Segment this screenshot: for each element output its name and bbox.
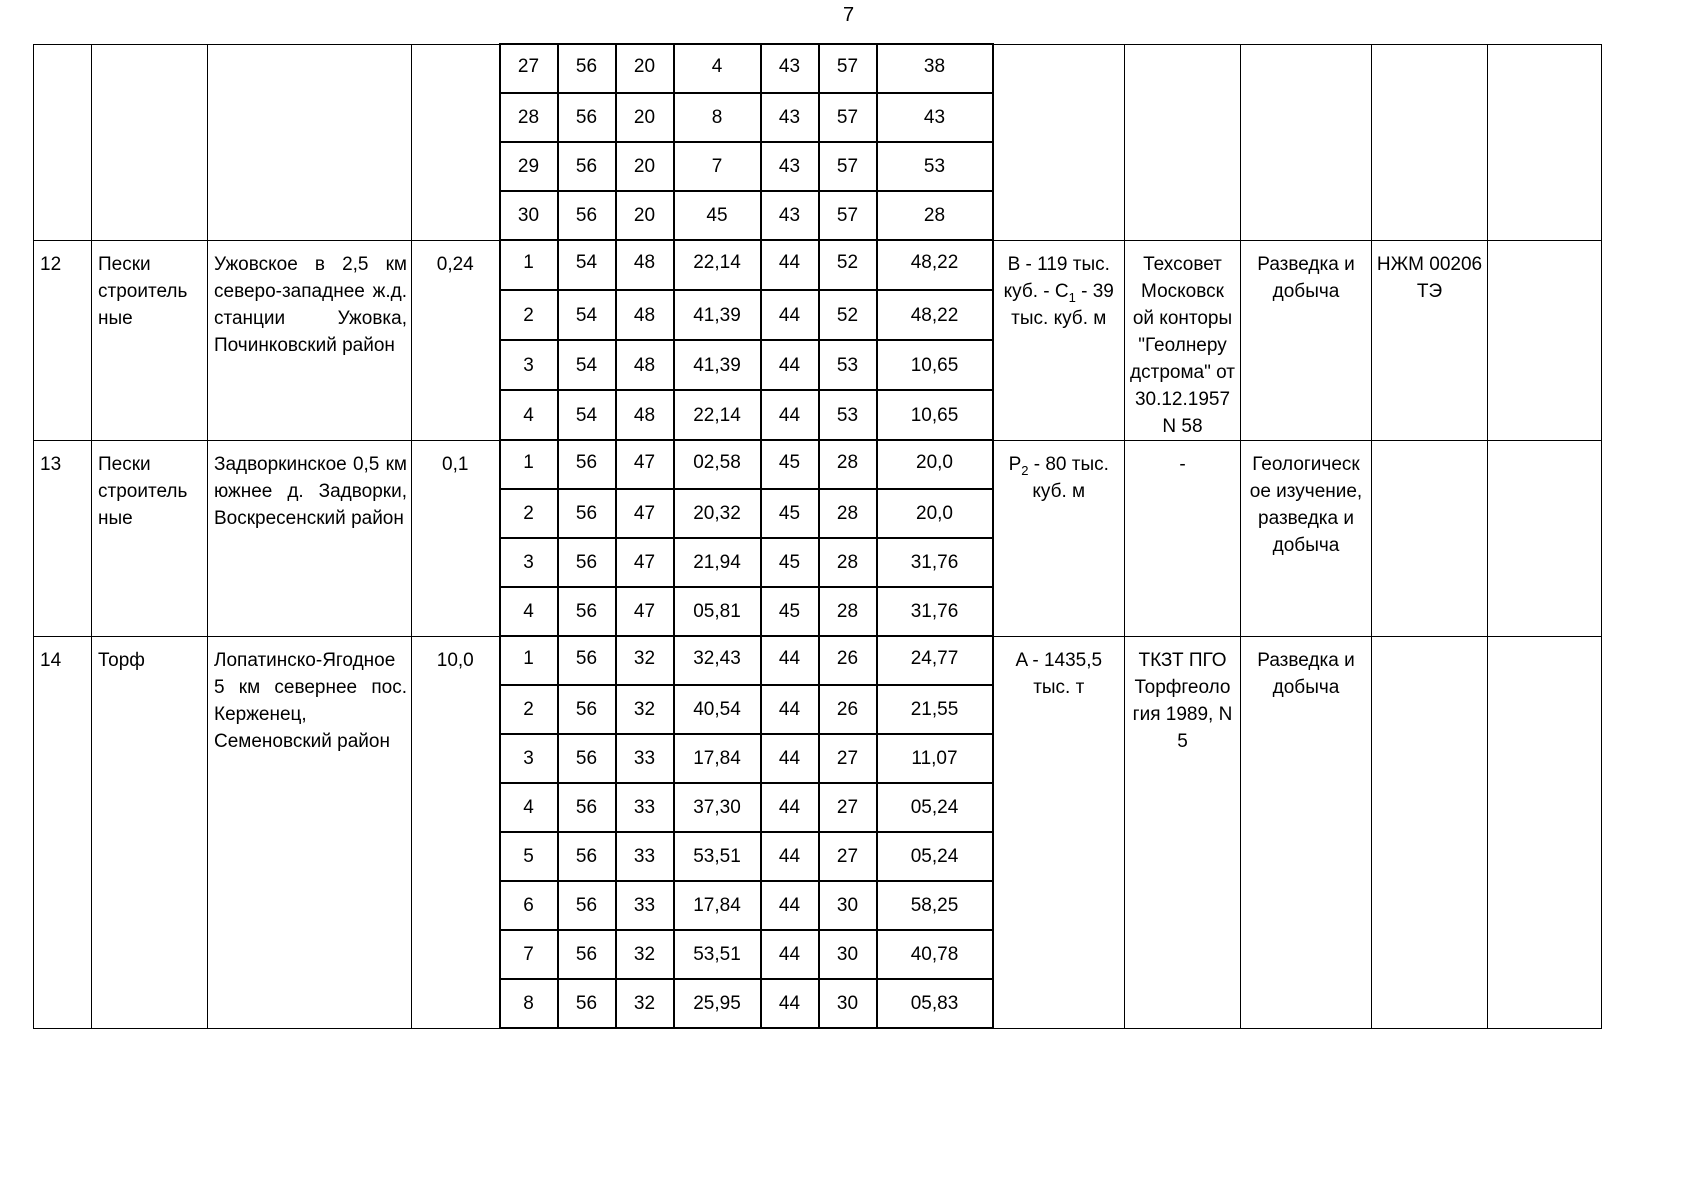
lon-minutes: 26 bbox=[819, 685, 877, 734]
note-cell bbox=[1488, 636, 1602, 1028]
point-number: 30 bbox=[500, 191, 558, 240]
point-number: 3 bbox=[500, 340, 558, 390]
lon-seconds: 20,0 bbox=[877, 489, 993, 538]
area-value: 0,24 bbox=[412, 240, 500, 440]
point-number: 2 bbox=[500, 290, 558, 340]
reserves-subscript: 2 bbox=[1021, 462, 1029, 478]
lon-minutes: 57 bbox=[819, 142, 877, 191]
lon-seconds: 58,25 bbox=[877, 881, 993, 930]
lon-seconds: 24,77 bbox=[877, 636, 993, 685]
lat-minutes: 47 bbox=[616, 587, 674, 636]
note-cell bbox=[1488, 44, 1602, 240]
point-number: 4 bbox=[500, 587, 558, 636]
lat-degrees: 56 bbox=[558, 440, 616, 489]
lon-degrees: 43 bbox=[761, 191, 819, 240]
lon-seconds: 05,24 bbox=[877, 832, 993, 881]
lat-degrees: 56 bbox=[558, 93, 616, 142]
lon-degrees: 44 bbox=[761, 240, 819, 290]
approval-document: ТКЗТ ПГО Торфгеоло гия 1989, N 5 bbox=[1125, 636, 1241, 1028]
lon-degrees: 45 bbox=[761, 440, 819, 489]
lon-seconds: 43 bbox=[877, 93, 993, 142]
reserves-text-tail: - 39 тыс. куб. м bbox=[1011, 280, 1120, 329]
lat-seconds: 45 bbox=[674, 191, 761, 240]
lat-degrees: 56 bbox=[558, 44, 616, 93]
lon-minutes: 28 bbox=[819, 440, 877, 489]
point-number: 2 bbox=[500, 685, 558, 734]
lat-minutes: 33 bbox=[616, 832, 674, 881]
lat-minutes: 48 bbox=[616, 290, 674, 340]
lat-minutes: 32 bbox=[616, 685, 674, 734]
point-number: 7 bbox=[500, 930, 558, 979]
lon-minutes: 30 bbox=[819, 930, 877, 979]
lon-seconds: 10,65 bbox=[877, 340, 993, 390]
use-type: Разведка и добыча bbox=[1241, 240, 1372, 440]
point-number: 4 bbox=[500, 783, 558, 832]
lon-minutes: 57 bbox=[819, 93, 877, 142]
use-type bbox=[1241, 44, 1372, 240]
lat-seconds: 17,84 bbox=[674, 734, 761, 783]
point-number: 1 bbox=[500, 636, 558, 685]
approval-document: - bbox=[1125, 440, 1241, 636]
lat-minutes: 33 bbox=[616, 783, 674, 832]
lat-seconds: 8 bbox=[674, 93, 761, 142]
row-number: 13 bbox=[34, 440, 92, 636]
reserves-category bbox=[993, 44, 1125, 240]
lat-minutes: 47 bbox=[616, 440, 674, 489]
point-number: 1 bbox=[500, 440, 558, 489]
lon-degrees: 44 bbox=[761, 783, 819, 832]
lon-degrees: 43 bbox=[761, 93, 819, 142]
lon-seconds: 40,78 bbox=[877, 930, 993, 979]
lat-degrees: 54 bbox=[558, 340, 616, 390]
deposit-location: Задворкинское 0,5 км южнее д. Задворки, Воскресенский район bbox=[208, 440, 412, 636]
lat-seconds: 22,14 bbox=[674, 240, 761, 290]
lon-seconds: 31,76 bbox=[877, 587, 993, 636]
lon-seconds: 48,22 bbox=[877, 240, 993, 290]
lon-seconds: 53 bbox=[877, 142, 993, 191]
approval-document: Техсовет Московск ой конторы "Геолнеру дстрома" от 30.12.1957 N 58 bbox=[1125, 240, 1241, 440]
use-type: Разведка и добыча bbox=[1241, 636, 1372, 1028]
lat-degrees: 56 bbox=[558, 538, 616, 587]
point-number: 29 bbox=[500, 142, 558, 191]
lat-minutes: 20 bbox=[616, 44, 674, 93]
table-row bbox=[34, 636, 1602, 685]
lon-seconds: 11,07 bbox=[877, 734, 993, 783]
reserves-subscript: 1 bbox=[1068, 289, 1076, 305]
point-number: 27 bbox=[500, 44, 558, 93]
lat-minutes: 32 bbox=[616, 979, 674, 1028]
reserves-text: B - 119 тыс. куб. - C bbox=[1003, 253, 1110, 302]
lat-degrees: 54 bbox=[558, 390, 616, 440]
lon-degrees: 43 bbox=[761, 44, 819, 93]
reserves-text-tail: - 80 тыс. куб. м bbox=[1028, 453, 1115, 502]
mineral-name: Торф bbox=[92, 636, 208, 1028]
point-number: 3 bbox=[500, 538, 558, 587]
lat-seconds: 4 bbox=[674, 44, 761, 93]
lat-seconds: 37,30 bbox=[674, 783, 761, 832]
lon-degrees: 44 bbox=[761, 930, 819, 979]
deposit-location bbox=[208, 44, 412, 240]
area-value: 0,1 bbox=[412, 440, 500, 636]
lat-degrees: 56 bbox=[558, 636, 616, 685]
lat-seconds: 40,54 bbox=[674, 685, 761, 734]
area-value bbox=[412, 44, 500, 240]
point-number: 8 bbox=[500, 979, 558, 1028]
lat-minutes: 48 bbox=[616, 240, 674, 290]
license-number bbox=[1372, 440, 1488, 636]
lat-seconds: 41,39 bbox=[674, 340, 761, 390]
use-type: Геологическ ое изучение, разведка и добыча bbox=[1241, 440, 1372, 636]
reserves-category bbox=[993, 636, 1125, 1028]
lat-degrees: 56 bbox=[558, 685, 616, 734]
lat-seconds: 41,39 bbox=[674, 290, 761, 340]
lat-degrees: 56 bbox=[558, 734, 616, 783]
lon-minutes: 53 bbox=[819, 390, 877, 440]
lon-minutes: 57 bbox=[819, 191, 877, 240]
mineral-name: Пески строитель ные bbox=[92, 240, 208, 440]
lon-degrees: 44 bbox=[761, 881, 819, 930]
lat-seconds: 20,32 bbox=[674, 489, 761, 538]
lat-seconds: 32,43 bbox=[674, 636, 761, 685]
lon-seconds: 48,22 bbox=[877, 290, 993, 340]
lon-minutes: 30 bbox=[819, 979, 877, 1028]
row-number: 12 bbox=[34, 240, 92, 440]
lat-degrees: 56 bbox=[558, 832, 616, 881]
lon-seconds: 05,83 bbox=[877, 979, 993, 1028]
lon-degrees: 45 bbox=[761, 538, 819, 587]
lon-minutes: 57 bbox=[819, 44, 877, 93]
lon-degrees: 44 bbox=[761, 390, 819, 440]
point-number: 5 bbox=[500, 832, 558, 881]
lat-seconds: 25,95 bbox=[674, 979, 761, 1028]
lat-minutes: 20 bbox=[616, 93, 674, 142]
lat-degrees: 54 bbox=[558, 290, 616, 340]
lat-minutes: 48 bbox=[616, 340, 674, 390]
page-number: 7 bbox=[842, 4, 855, 26]
lon-seconds: 28 bbox=[877, 191, 993, 240]
lon-degrees: 43 bbox=[761, 142, 819, 191]
lon-minutes: 52 bbox=[819, 290, 877, 340]
lon-seconds: 10,65 bbox=[877, 390, 993, 440]
point-number: 2 bbox=[500, 489, 558, 538]
lat-minutes: 32 bbox=[616, 930, 674, 979]
note-cell bbox=[1488, 440, 1602, 636]
row-number: 14 bbox=[34, 636, 92, 1028]
deposits-table bbox=[33, 43, 1602, 1029]
lon-seconds: 05,24 bbox=[877, 783, 993, 832]
lon-degrees: 44 bbox=[761, 685, 819, 734]
lat-degrees: 56 bbox=[558, 881, 616, 930]
row-number bbox=[34, 44, 92, 240]
lat-minutes: 47 bbox=[616, 538, 674, 587]
lat-degrees: 56 bbox=[558, 783, 616, 832]
lat-degrees: 54 bbox=[558, 240, 616, 290]
mineral-name bbox=[92, 44, 208, 240]
table-row bbox=[34, 440, 1602, 489]
point-number: 3 bbox=[500, 734, 558, 783]
note-cell bbox=[1488, 240, 1602, 440]
lat-degrees: 56 bbox=[558, 191, 616, 240]
lat-seconds: 7 bbox=[674, 142, 761, 191]
lon-degrees: 44 bbox=[761, 290, 819, 340]
lon-degrees: 45 bbox=[761, 489, 819, 538]
table-row bbox=[34, 44, 1602, 93]
lat-minutes: 20 bbox=[616, 142, 674, 191]
point-number: 6 bbox=[500, 881, 558, 930]
lat-minutes: 33 bbox=[616, 734, 674, 783]
point-number: 4 bbox=[500, 390, 558, 440]
lon-seconds: 31,76 bbox=[877, 538, 993, 587]
lon-degrees: 44 bbox=[761, 832, 819, 881]
lat-degrees: 56 bbox=[558, 587, 616, 636]
lon-minutes: 27 bbox=[819, 734, 877, 783]
lon-minutes: 30 bbox=[819, 881, 877, 930]
license-number: НЖМ 00206 ТЭ bbox=[1372, 240, 1488, 440]
lon-seconds: 38 bbox=[877, 44, 993, 93]
lon-minutes: 27 bbox=[819, 783, 877, 832]
deposit-location: Ужовское в 2,5 км северо-западнее ж.д. станции Ужовка, Починковский район bbox=[208, 240, 412, 440]
lon-degrees: 44 bbox=[761, 979, 819, 1028]
reserves-text: P bbox=[1008, 453, 1022, 475]
lat-degrees: 56 bbox=[558, 489, 616, 538]
lon-minutes: 28 bbox=[819, 587, 877, 636]
point-number: 1 bbox=[500, 240, 558, 290]
lat-seconds: 05,81 bbox=[674, 587, 761, 636]
lon-degrees: 44 bbox=[761, 636, 819, 685]
point-number: 28 bbox=[500, 93, 558, 142]
lon-minutes: 26 bbox=[819, 636, 877, 685]
approval-document bbox=[1125, 44, 1241, 240]
area-value: 10,0 bbox=[412, 636, 500, 1028]
deposit-location: Лопатинско-Ягодное 5 км севернее пос. Керженец, Семеновский район bbox=[208, 636, 412, 1028]
lon-minutes: 53 bbox=[819, 340, 877, 390]
lon-minutes: 52 bbox=[819, 240, 877, 290]
lon-minutes: 28 bbox=[819, 489, 877, 538]
reserves-category bbox=[993, 240, 1125, 440]
license-number bbox=[1372, 44, 1488, 240]
lat-minutes: 48 bbox=[616, 390, 674, 440]
lon-seconds: 21,55 bbox=[877, 685, 993, 734]
lon-degrees: 44 bbox=[761, 734, 819, 783]
lat-seconds: 02,58 bbox=[674, 440, 761, 489]
lat-minutes: 47 bbox=[616, 489, 674, 538]
lat-minutes: 32 bbox=[616, 636, 674, 685]
lat-seconds: 53,51 bbox=[674, 832, 761, 881]
reserves-category bbox=[993, 440, 1125, 636]
lat-seconds: 21,94 bbox=[674, 538, 761, 587]
lon-seconds: 20,0 bbox=[877, 440, 993, 489]
lat-degrees: 56 bbox=[558, 979, 616, 1028]
lat-degrees: 56 bbox=[558, 930, 616, 979]
table-row bbox=[34, 240, 1602, 290]
reserves-text: A - 1435,5 тыс. т bbox=[1015, 649, 1103, 698]
lon-degrees: 44 bbox=[761, 340, 819, 390]
lat-minutes: 20 bbox=[616, 191, 674, 240]
lat-seconds: 22,14 bbox=[674, 390, 761, 440]
license-number bbox=[1372, 636, 1488, 1028]
lat-seconds: 53,51 bbox=[674, 930, 761, 979]
mineral-name: Пески строитель ные bbox=[92, 440, 208, 636]
lat-degrees: 56 bbox=[558, 142, 616, 191]
lon-degrees: 45 bbox=[761, 587, 819, 636]
lon-minutes: 27 bbox=[819, 832, 877, 881]
lat-minutes: 33 bbox=[616, 881, 674, 930]
lat-seconds: 17,84 bbox=[674, 881, 761, 930]
lon-minutes: 28 bbox=[819, 538, 877, 587]
